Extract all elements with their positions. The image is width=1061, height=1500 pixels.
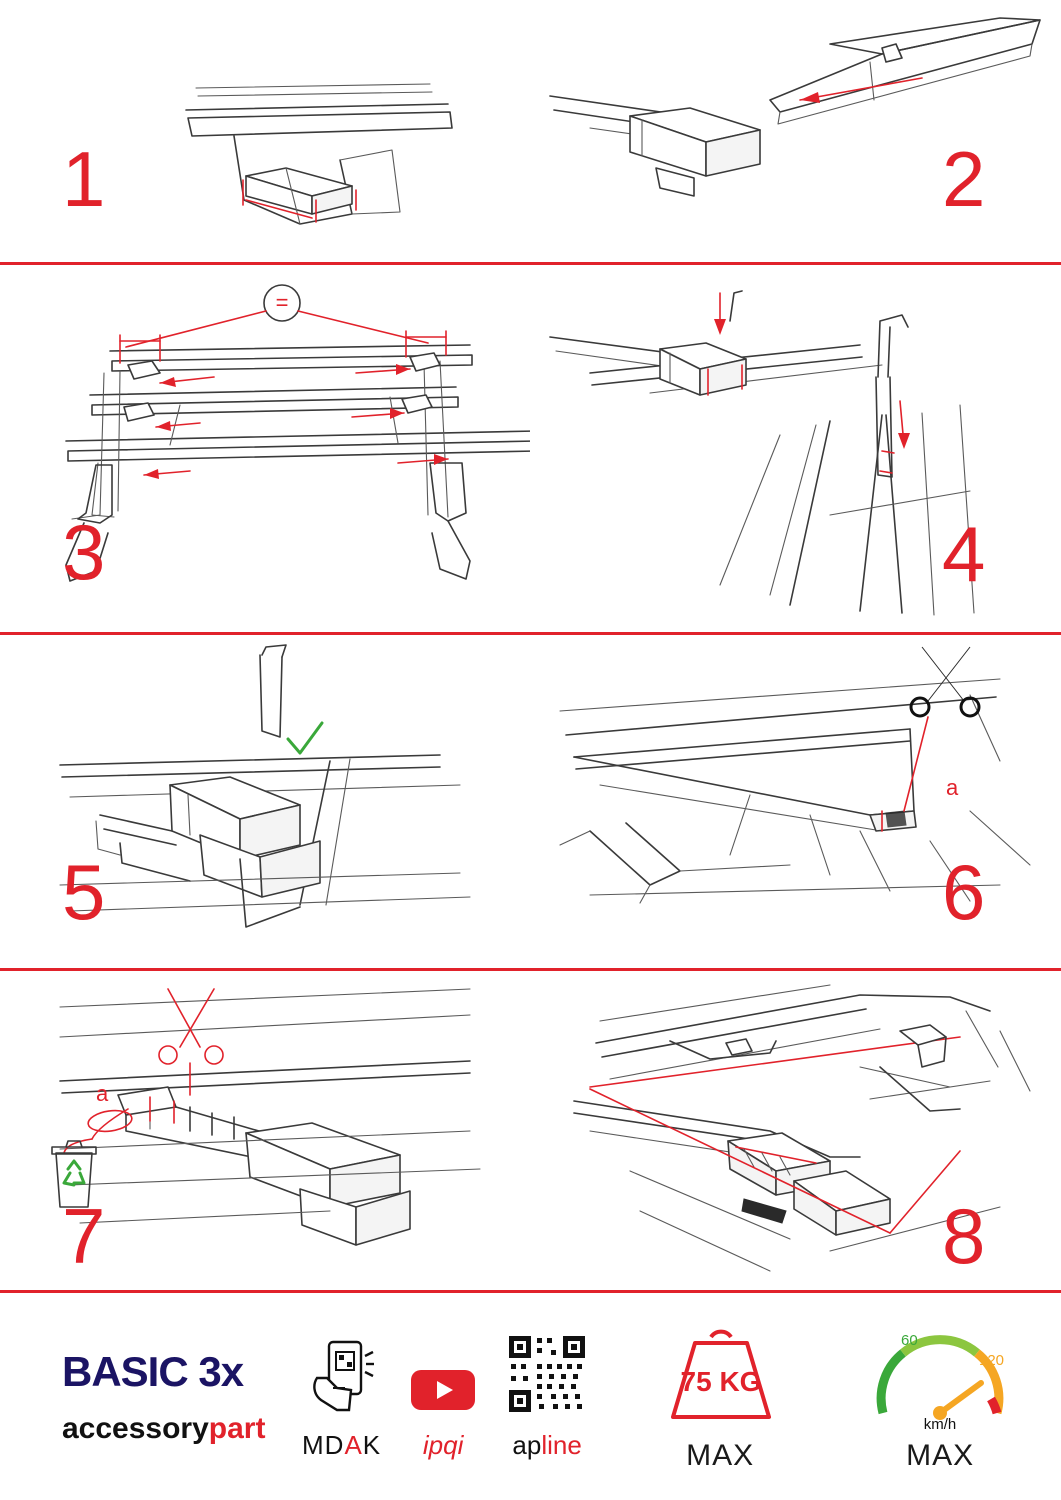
speed-tick-low: 60 bbox=[901, 1331, 918, 1349]
brand-part-text: part bbox=[208, 1411, 266, 1445]
step-number-7: 7 bbox=[62, 1192, 106, 1280]
hand-phone-qr-icon bbox=[303, 1338, 381, 1416]
equals-symbol: = bbox=[275, 290, 289, 315]
speed-tick-high: 120 bbox=[979, 1351, 1005, 1369]
max-load-caption: MAX bbox=[686, 1438, 755, 1472]
label-part-a-step6: a bbox=[946, 775, 959, 800]
brand-3x-text: 3x bbox=[198, 1347, 244, 1395]
max-load-value: 75 KG bbox=[680, 1365, 762, 1397]
logo-ipqi-label: ipqi bbox=[422, 1430, 464, 1460]
check-mark-icon bbox=[288, 723, 322, 753]
step-number-8: 8 bbox=[942, 1192, 986, 1280]
weight-icon bbox=[645, 1321, 795, 1431]
max-speed bbox=[865, 1321, 1015, 1473]
logo-apline[interactable] bbox=[505, 1332, 589, 1461]
step-number-6: 6 bbox=[942, 848, 986, 936]
brand-accessorypart-line bbox=[62, 1412, 292, 1446]
partner-logos bbox=[302, 1332, 589, 1461]
step-panel-7 bbox=[0, 971, 530, 1290]
speed-unit: km/h bbox=[923, 1415, 957, 1431]
max-load bbox=[645, 1321, 795, 1473]
max-speed-caption: MAX bbox=[906, 1438, 975, 1472]
logo-mdak-label: MDAK bbox=[302, 1430, 382, 1460]
label-part-a-step7: a bbox=[96, 1081, 109, 1106]
step-number-4: 4 bbox=[942, 510, 986, 598]
step-number-5: 5 bbox=[62, 848, 106, 936]
step-number-3: 3 bbox=[62, 508, 106, 596]
speedometer-icon bbox=[865, 1321, 1015, 1431]
logo-apline-label: apline bbox=[512, 1430, 582, 1460]
divider-2 bbox=[0, 632, 1061, 635]
divider-1 bbox=[0, 262, 1061, 265]
brand-block bbox=[62, 1348, 292, 1446]
limits-block bbox=[645, 1321, 1015, 1473]
step-panel-3 bbox=[0, 265, 530, 632]
step-panel-8 bbox=[530, 971, 1061, 1290]
step-panel-5 bbox=[0, 635, 530, 968]
step-number-1: 1 bbox=[62, 135, 106, 223]
step-panel-1 bbox=[0, 0, 530, 262]
brand-accessory-text: accessory bbox=[62, 1411, 209, 1445]
logo-ipqi[interactable] bbox=[407, 1360, 479, 1461]
brand-basic-line bbox=[62, 1348, 292, 1396]
youtube-icon bbox=[407, 1360, 479, 1416]
qr-code-icon bbox=[505, 1332, 589, 1416]
footer-branding bbox=[0, 1293, 1061, 1500]
divider-3 bbox=[0, 968, 1061, 971]
step-panel-6 bbox=[530, 635, 1061, 968]
logo-mdak[interactable] bbox=[302, 1338, 381, 1461]
step-panel-4 bbox=[530, 265, 1061, 632]
step-number-2: 2 bbox=[942, 135, 986, 223]
brand-basic-text: BASIC bbox=[62, 1347, 188, 1395]
step-panel-2 bbox=[530, 0, 1061, 262]
